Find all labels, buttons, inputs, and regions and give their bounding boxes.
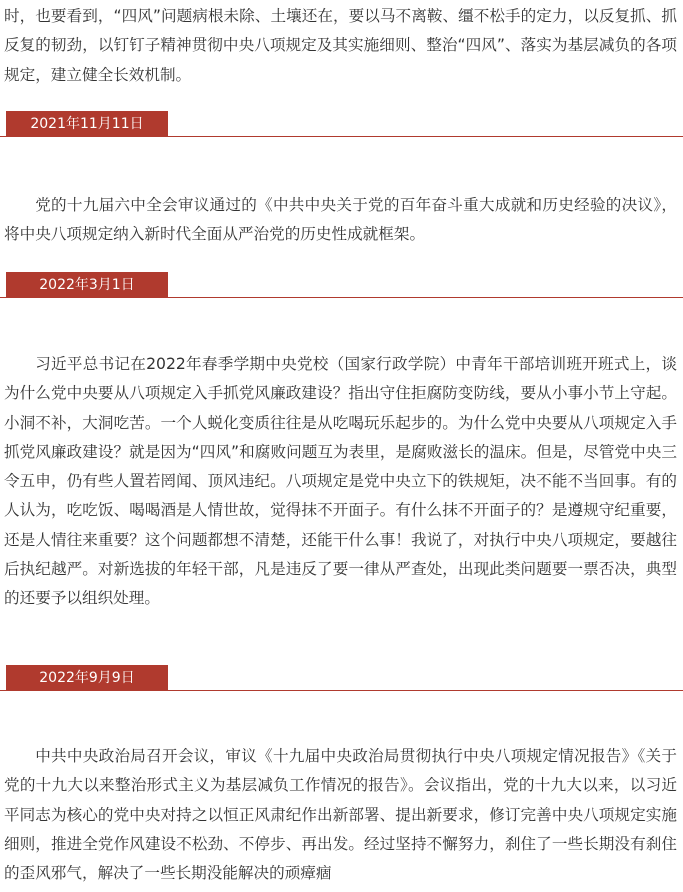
entry-paragraph-2 (4, 350, 677, 614)
date-badge: 2022年3月1日 (6, 272, 168, 298)
entry-text: 习近平总书记在2022年春季学期中央党校（国家行政学院）中青年干部培训班开班式上，谈为什么党中央要从八项规定入手抓党风廉政建设？指出守住拒腐防变防线，要从小事小节上守起。小洞不补，大洞吃苦。一个人蜕化变质往往是从吃喝玩乐起步的。为什么党中央要从八项规定入手抓党风廉政建设？就是因为“四风”和腐败问题互为表里，是腐败滋长的温床。但是，尽管党中央三令五申，仍有些人置若罔闻、顶风违纪。八项规定是党中央立下的铁规矩，决不能不当回事。有的人认为，吃吃饭、喝喝酒是人情世故，觉得抹不开面子。有什么抹不开面子的？是遵规守纪重要，还是人情往来重要？这个问题都想不清楚，还能干什么事！我说了，对执行中央八项规定，要越往后执纪越严。对新选拔的年轻干部，凡是违反了要一律从严查处，出现此类问题要一票否决，典型的还要予以组织处理。 (4, 355, 677, 608)
intro-text: 时，也要看到，“四风”问题病根未除、土壤还在，要以马不离鞍、缰不松手的定力，以反复抓、抓反复的韧劲，以钉钉子精神贯彻中央八项规定及其实施细则、整治“四风”、落实为基层减负的各项规定，建立健全长效机制。 (4, 7, 677, 84)
date-header-2 (0, 272, 683, 298)
date-badge: 2021年11月11日 (6, 111, 168, 137)
intro-paragraph (4, 2, 677, 90)
entry-paragraph-1 (4, 191, 677, 250)
date-header-3 (0, 665, 683, 691)
entry-text: 党的十九届六中全会审议通过的《中共中央关于党的百年奋斗重大成就和历史经验的决议》，将中央八项规定纳入新时代全面从严治党的历史性成就框架。 (4, 196, 677, 244)
date-header-1 (0, 111, 683, 137)
entry-text: 中共中央政治局召开会议，审议《十九届中央政治局贯彻执行中央八项规定情况报告》《关于党的十九大以来整治形式主义为基层减负工作情况的报告》。会议指出，党的十九大以来，以习近平同志为核心的党中央对持之以恒正风肃纪作出新部署、提出新要求，修订完善中央八项规定实施细则，推进全党作风建设不松劲、不停步、再出发。经过坚持不懈努力，刹住了一些长期没有刹住的歪风邪气，解决了一些长期没能解决的顽瘴痼 (4, 747, 677, 883)
date-badge: 2022年9月9日 (6, 665, 168, 691)
entry-paragraph-3 (4, 742, 677, 888)
